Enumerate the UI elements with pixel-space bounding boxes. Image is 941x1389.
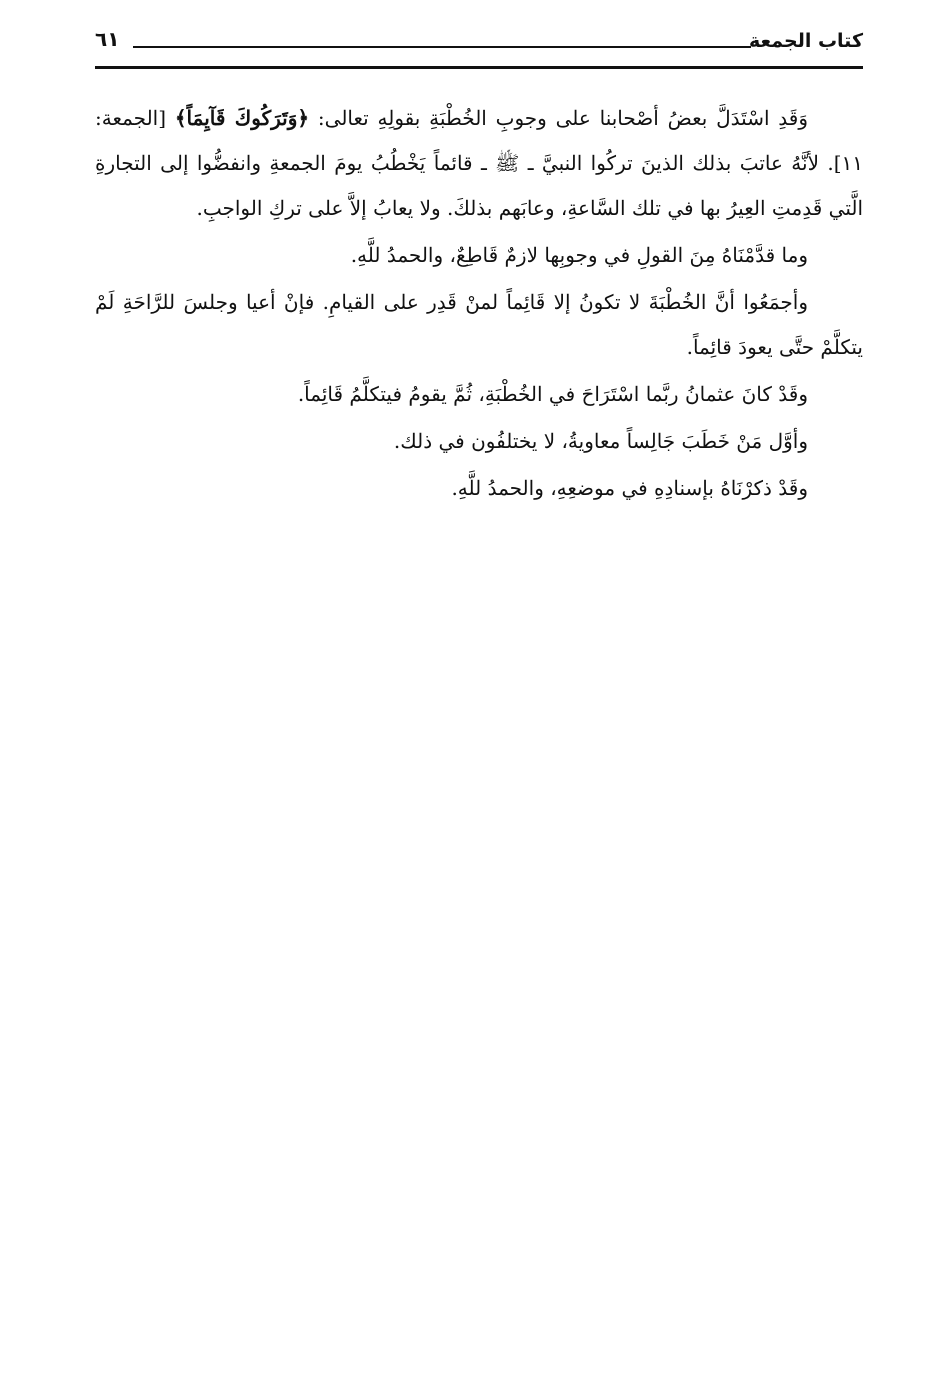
paragraph-text: وَقَدِ اسْتَدَلَّ بعضُ أصْحابنا على وجوبِ الخُطْبَةِ بقولِهِ تعالى: — [309, 106, 809, 130]
paragraph: وما قدَّمْنَاهُ مِنَ القولِ في وجوبِها لازمٌ قَاطِعٌ، والحمدُ للَّهِ. — [350, 243, 808, 267]
running-title: كتاب الجمعة — [749, 30, 863, 52]
quran-verse: ﴿وَتَرَكُوكَ قَآيِمَاً﴾ — [174, 106, 310, 130]
paragraph: وقَدْ كانَ عثمانُ ربَّما اسْتَرَاحَ في الخُطْبَةِ، ثُمَّ يقومُ فيتكلَّمُ قَائِماً. — [297, 382, 808, 406]
paragraph-text: [الجمعة: ١١]. لأنَّهُ عاتبَ بذلك الذينَ تركُوا النبيَّ ـ ﷺ ـ قائماً يَخْطُبُ يومَ الجمعةِ وانفضُّوا إلى التجارةِ الَّتي قَدِمتِ العِيرُ بها في تلك السَّاعةِ، وعابَهم بذلكَ. ولا يعابُ إلاَّ على تركِ الواجبِ. — [95, 106, 863, 220]
paragraph — [95, 96, 863, 231]
header-leader-line — [133, 46, 751, 48]
header-rule — [95, 66, 863, 69]
paragraph: وأجمَعُوا أنَّ الخُطْبَةَ لا تكونُ إلا قَائِماً لمنْ قَدِر على القيامِ. فإنْ أعيا وجلسَ للرَّاحَةِ لَمْ يتكلَّمْ حتَّى يعودَ قائِماً. — [95, 290, 863, 359]
paragraph: وأوَّل مَنْ خَطَبَ جَالِساً معاويةُ، لا يختلفُون في ذلك. — [393, 429, 808, 453]
page-number: ٦١ — [95, 27, 120, 51]
paragraph: وقَدْ ذكرْنَاهُ بإسنادِهِ في موضعِهِ، والحمدُ للَّهِ. — [451, 476, 808, 500]
main-text — [95, 96, 863, 513]
page-header — [95, 26, 863, 66]
